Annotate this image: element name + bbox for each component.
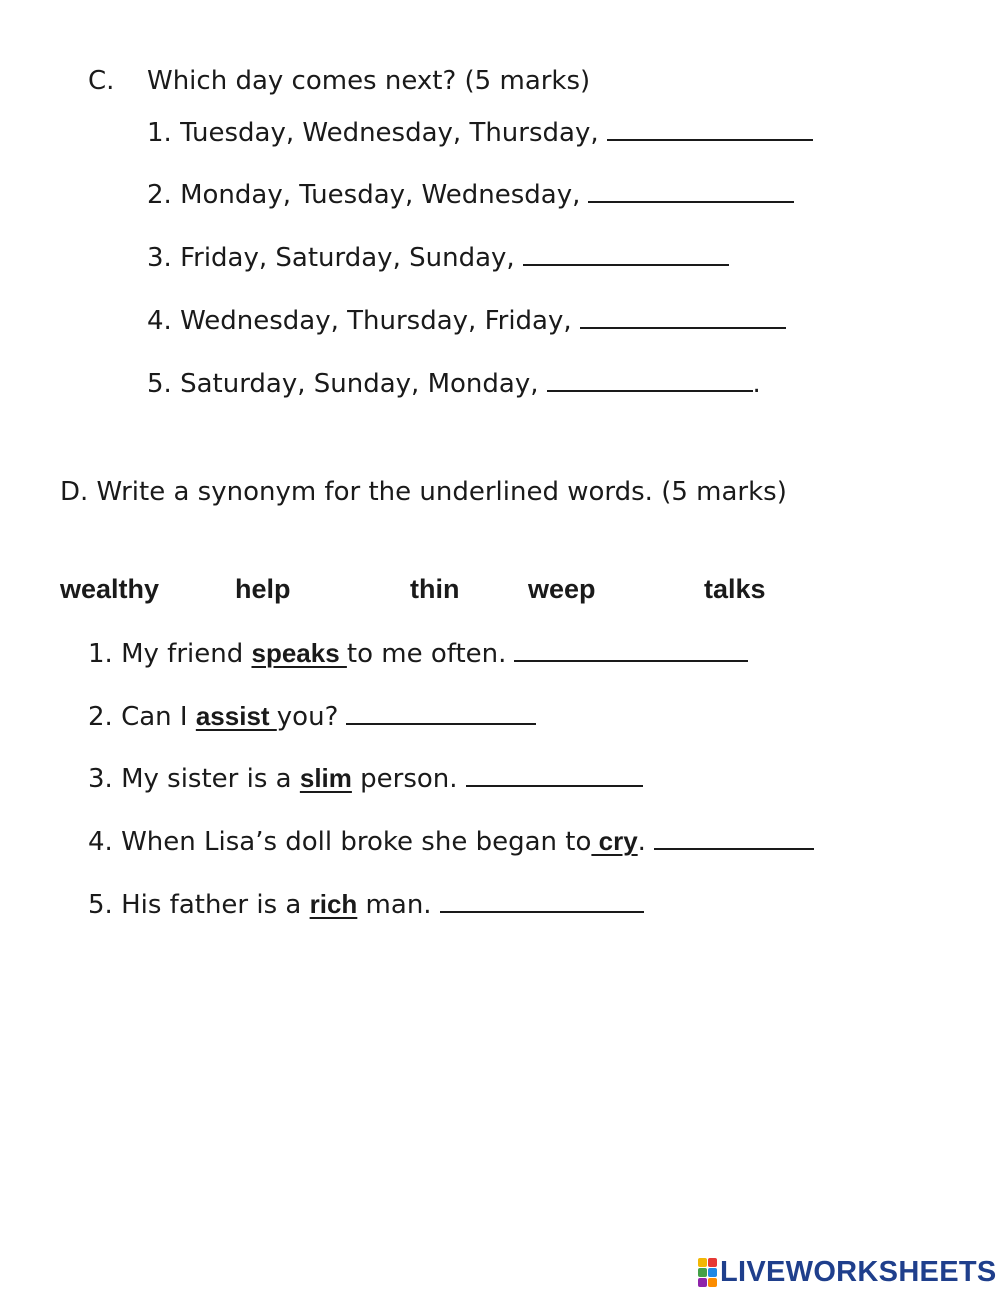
word-bank-item: thin bbox=[410, 574, 460, 604]
section-d-item-4 bbox=[88, 826, 814, 855]
logo-block bbox=[698, 1278, 707, 1287]
item-number: 3. bbox=[147, 243, 172, 273]
item-number: 1. bbox=[88, 639, 113, 669]
item-before: Can I bbox=[121, 702, 196, 732]
answer-blank[interactable] bbox=[346, 701, 536, 725]
item-text: Tuesday, Wednesday, Thursday, bbox=[180, 118, 599, 148]
answer-blank[interactable] bbox=[440, 889, 644, 913]
section-c-item-2 bbox=[147, 179, 794, 208]
section-d-item-3 bbox=[88, 763, 643, 792]
answer-blank[interactable] bbox=[654, 826, 814, 850]
item-number: 5. bbox=[147, 369, 172, 399]
section-c-title: Which day comes next? (5 marks) bbox=[147, 66, 591, 96]
logo-blocks-icon bbox=[698, 1258, 717, 1287]
word-bank-item: weep bbox=[528, 574, 596, 604]
item-text: Friday, Saturday, Sunday, bbox=[180, 243, 515, 273]
item-before: My sister is a bbox=[121, 764, 300, 794]
brand-name: LIVEWORKSHEETS bbox=[720, 1256, 997, 1288]
answer-blank[interactable] bbox=[607, 117, 813, 141]
item-number: 4. bbox=[88, 827, 113, 857]
section-d-item-1 bbox=[88, 638, 748, 667]
answer-blank[interactable] bbox=[514, 638, 748, 662]
word-bank-item: wealthy bbox=[60, 574, 160, 604]
answer-blank[interactable] bbox=[466, 763, 643, 787]
underlined-word: speaks bbox=[251, 638, 347, 668]
item-number: 3. bbox=[88, 764, 113, 794]
item-after: man. bbox=[357, 890, 432, 920]
underlined-word: rich bbox=[309, 889, 358, 919]
underlined-word: assist bbox=[195, 701, 277, 731]
logo-block bbox=[708, 1258, 717, 1267]
item-number: 5. bbox=[88, 890, 113, 920]
word-bank-item: help bbox=[235, 574, 291, 604]
item-before: His father is a bbox=[121, 890, 310, 920]
section-c-item-4 bbox=[147, 305, 786, 334]
logo-block bbox=[708, 1268, 717, 1277]
item-text: Saturday, Sunday, Monday, bbox=[180, 369, 539, 399]
answer-blank[interactable] bbox=[580, 305, 786, 329]
item-number: 1. bbox=[147, 118, 172, 148]
section-d-title: D. Write a synonym for the underlined words. (5 marks) bbox=[60, 477, 787, 507]
answer-blank[interactable] bbox=[547, 368, 753, 392]
logo-block bbox=[698, 1258, 707, 1267]
answer-blank[interactable] bbox=[523, 242, 729, 266]
answer-blank[interactable] bbox=[588, 179, 794, 203]
item-after: person. bbox=[351, 764, 458, 794]
section-d-item-2 bbox=[88, 701, 536, 730]
item-before: When Lisa’s doll broke she began to bbox=[121, 827, 592, 857]
section-d-item-5 bbox=[88, 889, 644, 918]
item-before: My friend bbox=[121, 639, 252, 669]
item-text: Wednesday, Thursday, Friday, bbox=[180, 306, 572, 336]
logo-block bbox=[708, 1278, 717, 1287]
section-c-item-5 bbox=[147, 368, 761, 397]
item-after: . bbox=[637, 827, 646, 857]
item-end: . bbox=[752, 369, 761, 399]
underlined-word: cry bbox=[591, 826, 638, 856]
section-c-item-1 bbox=[147, 117, 813, 146]
liveworksheets-logo bbox=[698, 1256, 997, 1289]
item-after: you? bbox=[276, 702, 339, 732]
item-number: 4. bbox=[147, 306, 172, 336]
word-bank-item: talks bbox=[704, 574, 766, 604]
item-number: 2. bbox=[147, 180, 172, 210]
item-number: 2. bbox=[88, 702, 113, 732]
underlined-word: slim bbox=[299, 763, 352, 793]
section-c-item-3 bbox=[147, 242, 729, 271]
section-c-letter: C. bbox=[88, 66, 115, 96]
item-text: Monday, Tuesday, Wednesday, bbox=[180, 180, 581, 210]
item-after: to me often. bbox=[346, 639, 507, 669]
logo-block bbox=[698, 1268, 707, 1277]
